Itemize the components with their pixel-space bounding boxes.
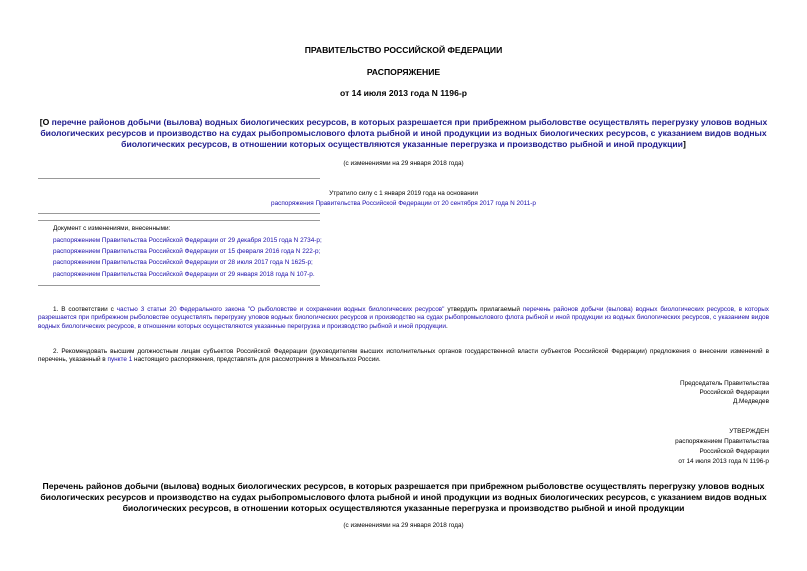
change-link[interactable]: распоряжением Правительства Российской Федерации от 28 июля 2017 года N 1625-р; bbox=[53, 259, 313, 267]
document-title bbox=[37, 117, 770, 151]
approval-country: Российской Федерации bbox=[699, 448, 769, 455]
clause-link[interactable]: пункте 1 bbox=[107, 356, 133, 364]
change-link[interactable]: распоряжением Правительства Российской Федерации от 29 декабря 2015 года N 2734-р; bbox=[53, 237, 322, 244]
document-date-number: от 14 июля 2013 года N 1196-р bbox=[340, 88, 467, 98]
paragraph-text: 1. В соответствии с bbox=[53, 306, 117, 313]
approval-label: УТВЕРЖДЕН bbox=[729, 428, 769, 435]
law-link[interactable]: частью 3 статьи 20 Федерального закона "О рыболовстве и сохранении водных биологических ресурсов" bbox=[116, 306, 445, 313]
approval-order: распоряжением Правительства bbox=[675, 438, 769, 445]
title-bracket-close: ] bbox=[682, 139, 686, 150]
change-link[interactable]: распоряжением Правительства Российской Федерации от 15 февраля 2016 года N 222-р; bbox=[53, 248, 321, 256]
list-link[interactable]: перечень районов добычи (вылова) водных биологических ресурсов, в которых разрешается при прибрежном рыболовстве осуществлять перегрузку уловов водных биологических ресурсов и производство на судах рыбопромыслового флота рыбной и иной продукции из водных биологических ресурсов, с указанием видов водных биологических ресурсов, в отношении которых осуществляются указанные перегрузка и производство рыбной и иной продукции bbox=[38, 306, 769, 330]
approval-date: от 14 июля 2013 года N 1196-р bbox=[678, 458, 769, 465]
list-amendment-note: (с изменениями на 29 января 2018 года) bbox=[343, 522, 464, 529]
title-bracket-open: [О bbox=[39, 117, 52, 127]
expired-text: Утратило силу с 1 января 2019 года на основании bbox=[329, 190, 478, 197]
document-type: РАСПОРЯЖЕНИЕ bbox=[366, 67, 441, 77]
paragraph-text: утвердить прилагаемый bbox=[444, 306, 523, 313]
divider bbox=[38, 178, 320, 179]
approval-block bbox=[675, 427, 769, 467]
divider bbox=[38, 213, 320, 214]
changes-list bbox=[53, 235, 322, 280]
paragraph-1 bbox=[38, 306, 769, 331]
divider bbox=[38, 285, 320, 286]
amendment-note: (с изменениями на 29 января 2018 года) bbox=[343, 160, 464, 167]
divider bbox=[38, 220, 320, 221]
paragraph-2 bbox=[38, 348, 769, 365]
signature-position: Председатель Правительства bbox=[680, 380, 769, 387]
paragraph-text: настоящего распоряжения, представлять для рассмотрения в Минсельхоз России. bbox=[132, 356, 381, 364]
signature-name: Д.Медведев bbox=[732, 398, 769, 405]
changes-intro: Документ с изменениями, внесенными: bbox=[53, 225, 171, 232]
signature-block bbox=[680, 379, 769, 406]
list-title: Перечень районов добычи (вылова) водных биологических ресурсов, в которых разрешается при прибрежном рыболовстве осуществлять перегрузку уловов водных биологических ресурсов и производство на судах рыбопромыслового флота рыбной и иной продукции из водных биологических ресурсов, с указанием видов водных биологических ресурсов, в отношении которых осуществляются указанные перегрузка и производство рыбной и иной продукции bbox=[40, 481, 767, 514]
expired-basis-link[interactable]: распоряжения Правительства Российской Федерации от 20 сентября 2017 года N 2011-р bbox=[271, 200, 536, 207]
signature-country: Российской Федерации bbox=[699, 389, 769, 396]
title-link[interactable]: перечне районов добычи (вылова) водных биологических ресурсов, в которых разрешается при прибрежном рыболовстве осуществлять перегрузку уловов водных биологических ресурсов и производство на судах рыбопромыслового флота рыбной и иной продукции из водных биологических ресурсов, с указанием видов водных биологических ресурсов, в отношении которых осуществляются указанные перегрузка и производство рыбной и иной продукции bbox=[40, 117, 768, 150]
government-name: ПРАВИТЕЛЬСТВО РОССИЙСКОЙ ФЕДЕРАЦИИ bbox=[304, 45, 503, 55]
change-link[interactable]: распоряжением Правительства Российской Федерации от 29 января 2018 года N 107-р. bbox=[53, 270, 315, 278]
paragraph-text: . bbox=[445, 322, 448, 330]
paragraph-text: 2. Рекомендовать высшим должностным лицам субъектов Российской Федерации (руководителям высших исполнительных органов государственной власти субъектов Российской Федерации) предложения о внесении изменений в перечень, указанный в bbox=[38, 348, 769, 364]
